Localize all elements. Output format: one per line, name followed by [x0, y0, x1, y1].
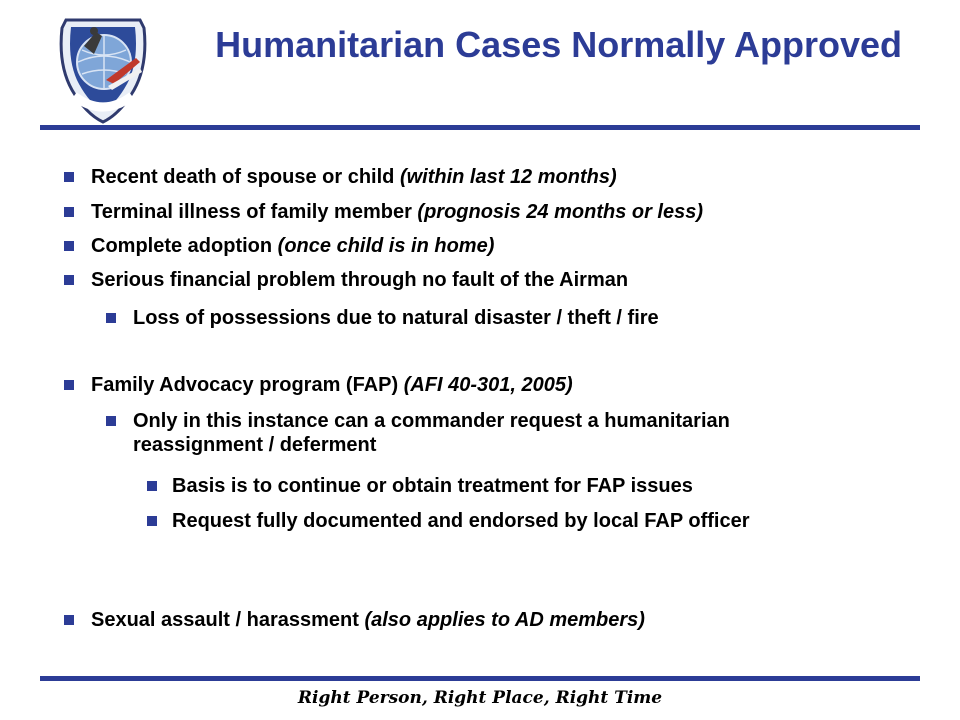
square-bullet-icon: [64, 275, 74, 285]
square-bullet-icon: [106, 313, 116, 323]
square-bullet-icon: [64, 380, 74, 390]
bullet-text: Recent death of spouse or child: [91, 166, 400, 188]
bullet-text: Only in this instance can a commander request a humanitarian reassignment / deferment: [133, 410, 730, 456]
bullet-note: (also applies to AD members): [364, 609, 645, 631]
bullet-text: Terminal illness of family member: [91, 201, 418, 223]
square-bullet-icon: [147, 481, 157, 491]
square-bullet-icon: [64, 241, 74, 251]
list-item: [91, 165, 911, 189]
bullet-note: (within last 12 months): [399, 166, 617, 188]
page-title: Humanitarian Cases Normally Approved: [215, 24, 902, 65]
list-item: [91, 608, 911, 632]
list-item: [91, 268, 911, 292]
list-item: [91, 234, 911, 258]
list-item: [172, 509, 872, 533]
square-bullet-icon: [64, 172, 74, 182]
list-item: [91, 373, 911, 397]
bullet-note: (AFI 40-301, 2005): [403, 374, 573, 396]
footer-tagline: Right Person, Right Place, Right Time: [297, 688, 663, 708]
footer-divider: [40, 676, 920, 681]
bullet-text: Complete adoption: [91, 235, 278, 257]
bullet-text: Family Advocacy program (FAP): [91, 374, 404, 396]
bullet-note: (once child is in home): [277, 235, 495, 257]
bullet-note: (prognosis 24 months or less): [417, 201, 704, 223]
square-bullet-icon: [106, 416, 116, 426]
bullet-text: Request fully documented and endorsed by local FAP officer: [172, 510, 750, 532]
bullet-text: Loss of possessions due to natural disaster / theft / fire: [133, 307, 659, 329]
bullet-text: Sexual assault / harassment: [91, 609, 365, 631]
square-bullet-icon: [64, 207, 74, 217]
square-bullet-icon: [64, 615, 74, 625]
list-item: [133, 409, 773, 457]
list-item: [133, 306, 913, 330]
list-item: [91, 200, 911, 224]
bullet-text: Basis is to continue or obtain treatment for FAP issues: [172, 475, 693, 497]
square-bullet-icon: [147, 516, 157, 526]
bullet-text: Serious financial problem through no fault of the Airman: [91, 269, 629, 291]
list-item: [172, 474, 912, 498]
